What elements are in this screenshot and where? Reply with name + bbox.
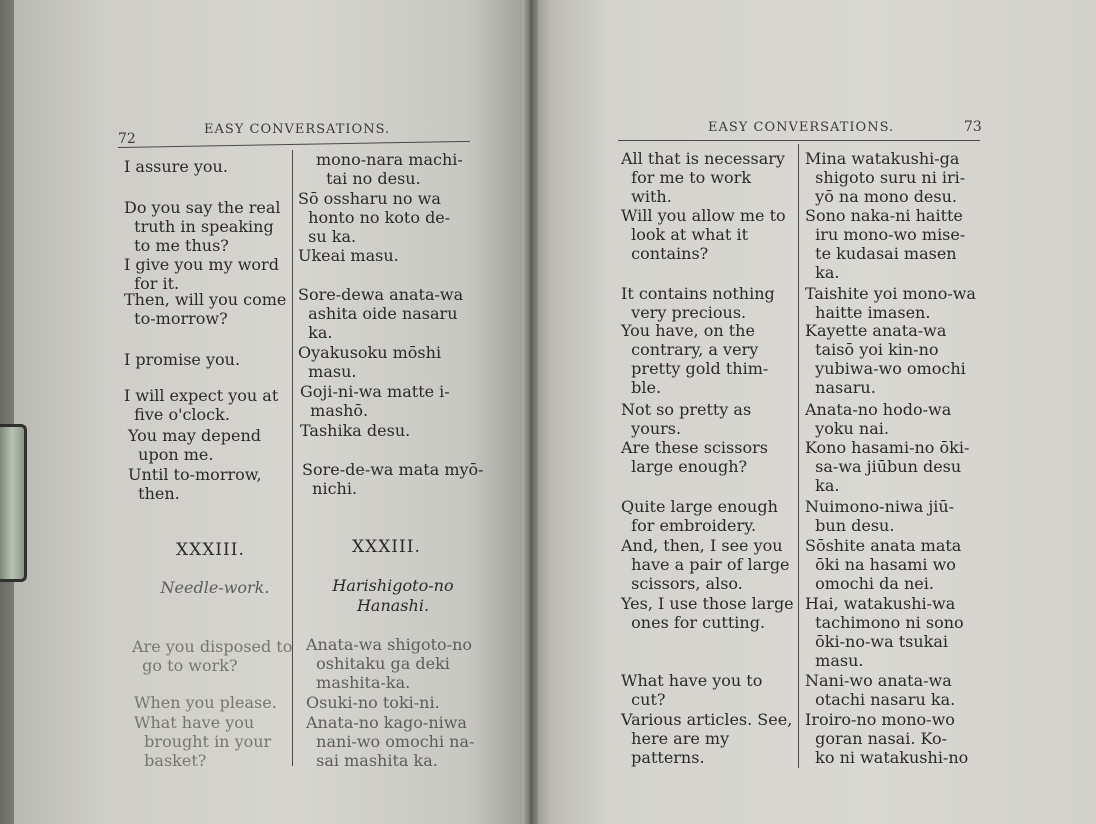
right-page-number: 73 — [964, 119, 982, 135]
right-jp-entry: Taishite yoi mono-wa haitte imasen. — [805, 284, 976, 322]
left-jp-entry: Goji-ni-wa matte i- mashō. — [300, 382, 450, 420]
left-en-entry: I promise you. — [124, 350, 241, 369]
left-jp-entry: Sore-de-wa mata myō- nichi. — [302, 460, 484, 498]
left-en-entry: I will expect you at five o'clock. — [124, 386, 279, 424]
right-jp-entry: Nuimono-niwa jiū- bun desu. — [805, 497, 955, 535]
right-en-entry: Are these scissors large enough? — [621, 438, 768, 476]
left-jp-entry: Oyakusoku mōshi masu. — [298, 343, 442, 381]
right-column-divider — [798, 144, 799, 768]
right-en-entry: You have, on the contrary, a very pretty gold thim- ble. — [621, 321, 769, 397]
left-jp-entry: Tashika desu. — [300, 421, 411, 440]
left-en-entry: I give you my word for it. — [124, 255, 279, 293]
binder-clip — [0, 424, 27, 582]
right-jp-entry: Iroiro-no mono-wo goran nasai. Ko- ko ni watakushi-no — [805, 710, 969, 767]
left-en-entry: You may depend upon me. — [128, 426, 261, 464]
left-en-entry: What have you brought in your basket? — [134, 713, 272, 770]
left-jp-entry: Ukeai masu. — [298, 246, 399, 265]
left-jp-entry: Sore-dewa anata-wa ashita oide nasaru ka. — [298, 285, 464, 342]
left-jp-entry: Anata-wa shigoto-no oshitaku ga deki mashita-ka. — [306, 635, 473, 692]
right-en-entry: What have you to cut? — [621, 671, 763, 709]
left-jp-entry: Anata-no kago-niwa nani-wo omochi na- sai mashita ka. — [306, 713, 475, 770]
section-title-jp-line2: Hanashi. — [356, 596, 430, 615]
right-jp-entry: Kono hasami-no ōki- sa-wa jiūbun desu ka. — [805, 438, 970, 495]
right-jp-entry: Kayette anata-wa taisō yoi kin-no yubiwa-wo omochi nasaru. — [805, 321, 966, 397]
left-en-entry: When you please. — [134, 693, 277, 712]
left-en-entry: Are you disposed to go to work? — [132, 637, 293, 675]
right-header-rule — [618, 140, 980, 141]
right-en-entry: And, then, I see you have a pair of large scissors, also. — [621, 536, 790, 593]
section-title-en: Needle-work. — [160, 578, 270, 597]
section-number-jp: XXXIII. — [352, 537, 421, 557]
section-number-en: XXXIII. — [176, 540, 245, 560]
right-en-entry: Various articles. See, here are my patterns. — [621, 710, 793, 767]
right-en-entry: It contains nothing very precious. — [621, 284, 775, 322]
right-jp-entry: Sono naka-ni haitte iru mono-wo mise- te kudasai masen ka. — [805, 206, 966, 282]
section-title-jp-line1: Harishigoto-no — [332, 576, 454, 595]
left-en-entry: Do you say the real truth in speaking to me thus? — [124, 198, 281, 255]
book-gutter — [522, 0, 538, 824]
left-jp-entry: mono-nara machi- tai no desu. — [316, 150, 463, 188]
right-jp-entry: Sōshite anata mata ōki na hasami wo omochi da nei. — [805, 536, 962, 593]
right-en-entry: Yes, I use those large ones for cutting. — [621, 594, 794, 632]
right-jp-entry: Anata-no hodo-wa yoku nai. — [805, 400, 952, 438]
left-en-entry: Until to-morrow, then. — [128, 465, 262, 503]
right-jp-entry: Nani-wo anata-wa otachi nasaru ka. — [805, 671, 956, 709]
right-en-entry: All that is necessary for me to work with. — [621, 149, 785, 206]
left-jp-entry: Osuki-no toki-ni. — [306, 693, 440, 712]
right-en-entry: Quite large enough for embroidery. — [621, 497, 778, 535]
left-en-entry: Then, will you come to-morrow? — [124, 290, 287, 328]
right-jp-entry: Mina watakushi-ga shigoto suru ni iri- yō na mono desu. — [805, 149, 966, 206]
right-running-head: EASY CONVERSATIONS. — [708, 120, 895, 135]
left-jp-entry: Sō ossharu no wa honto no koto de- su ka. — [298, 189, 451, 246]
right-jp-entry: Hai, watakushi-wa tachimono ni sono ōki-no-wa tsukai masu. — [805, 594, 964, 670]
left-en-entry: I assure you. — [124, 157, 228, 176]
left-running-head: EASY CONVERSATIONS. — [204, 122, 391, 137]
right-en-entry: Will you allow me to look at what it contains? — [621, 206, 786, 263]
right-en-entry: Not so pretty as yours. — [621, 400, 752, 438]
left-page-number: 72 — [118, 131, 136, 147]
